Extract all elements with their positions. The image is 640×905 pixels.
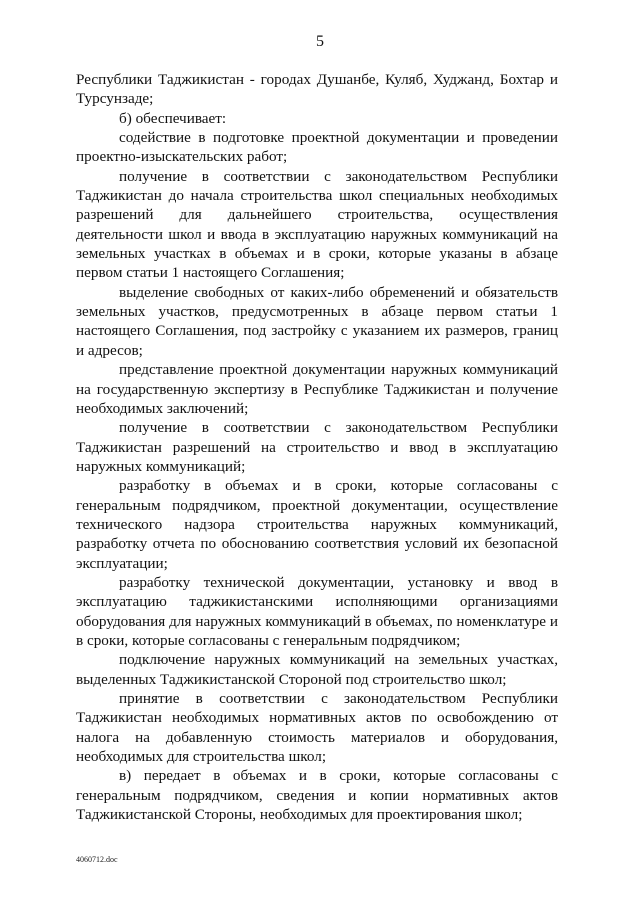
paragraph-design-documentation: разработку в объемах и в сроки, которые согласованы с генеральным подрядчиком, проектной документации, осуществление технического надзора строительства наружных коммуникаций, разработку отчета по обоснованию соответствия условий их безопасной эксплуатации;	[76, 477, 558, 572]
paragraph-land-allocation: выделение свободных от каких-либо обременений и обязательств земельных участков, предусмотренных в абзаце первом статьи 1 настоящего Соглашения, под застройку с указанием их размеров, границ и адресов;	[76, 283, 558, 359]
paragraph-tax-exemption: принятие в соответствии с законодательством Республики Таджикистан необходимых нормативных актов по освобождению от налога на добавленную стоимость материалов и оборудования, необходимых для строительства школ;	[76, 690, 558, 766]
paragraph-state-expertise: представление проектной документации наружных коммуникаций на государственную экспертизу в Республике Таджикистан и получение необходимых заключений;	[76, 361, 558, 417]
paragraph-construction-permits: получение в соответствии с законодательством Республики Таджикистан разрешений на строительство и ввод в эксплуатацию наружных коммуникаций;	[76, 419, 558, 475]
paragraph-item-b-header: б) обеспечивает:	[119, 109, 227, 127]
document-body	[76, 70, 558, 824]
paragraph-continuation: Республики Таджикистан - городах Душанбе, Куляб, Худжанд, Бохтар и Турсунзаде;	[76, 71, 558, 108]
document-file-code: 4060712.doc	[76, 855, 118, 864]
paragraph-item-v-transfer: в) передает в объемах и в сроки, которые согласованы с генеральным подрядчиком, сведения и копии нормативных актов Таджикистанской Стороны, необходимых для проектирования школ;	[76, 767, 558, 824]
paragraph-connection: подключение наружных коммуникаций на земельных участках, выделенных Таджикистанской Стороной под строительство школ;	[76, 651, 558, 688]
paragraph-special-permits: получение в соответствии с законодательством Республики Таджикистан до начала строительства школ специальных необходимых разрешений для дальнейшего строительства, осуществления деятельности школ и ввода в эксплуатацию наружных коммуникаций на земельных участках в объемах и в сроки, которые указаны в абзаце первом статьи 1 настоящего Соглашения;	[76, 167, 558, 282]
paragraph-technical-documentation: разработку технической документации, установку и ввод в эксплуатацию таджикистанскими исполняющими организациями оборудования для наружных коммуникаций в объемах, по номенклатуре и в сроки, которые согласованы с генеральным подрядчиком;	[76, 573, 558, 649]
paragraph-assistance: содействие в подготовке проектной документации и проведении проектно-изыскательских работ;	[76, 129, 558, 166]
page-number: 5	[316, 33, 324, 50]
